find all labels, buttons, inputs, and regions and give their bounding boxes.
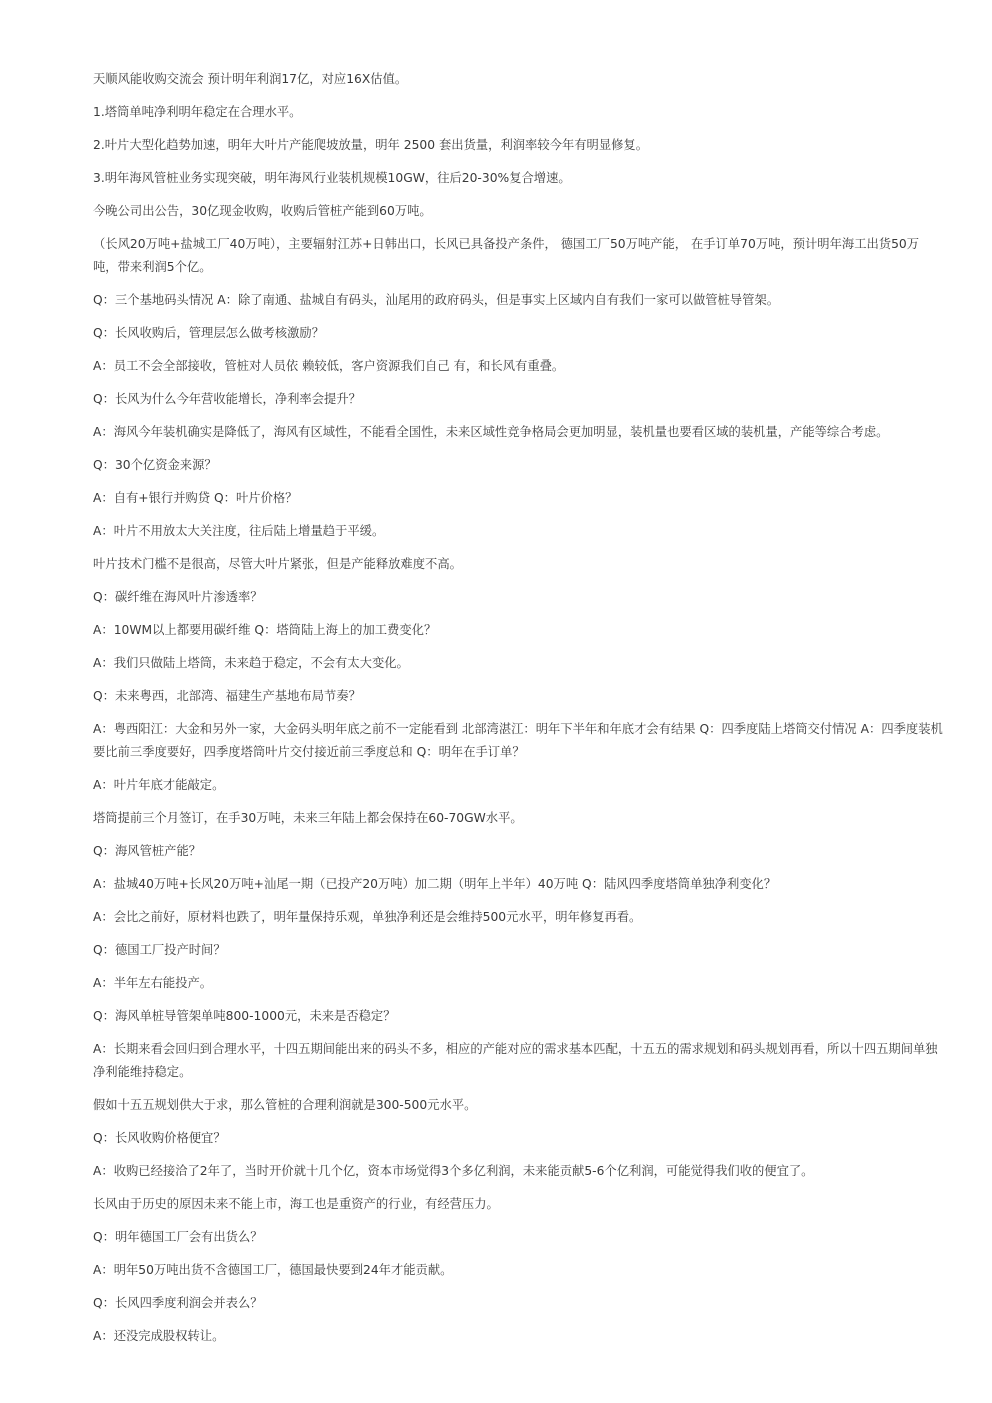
paragraph-qa: A：叶片不用放太大关注度，往后陆上增量趋于平缓。: [93, 524, 385, 538]
paragraph-qa: Q：长风收购价格便宜？: [93, 1131, 226, 1145]
paragraph-qa: Q：长风为什么今年营收能增长，净利率会提升？: [93, 392, 361, 406]
paragraph-qa: A：自有+银行并购贷 Q：叶片价格？: [93, 491, 298, 505]
paragraph-qa: Q：30个亿资金来源？: [93, 458, 217, 472]
paragraph-qa: Q：未来粤西，北部湾、福建生产基地布局节奏？: [93, 689, 361, 703]
paragraph-qa: 长风由于历史的原因未来不能上市，海工也是重资产的行业，有经营压力。: [93, 1197, 499, 1211]
paragraph-qa: Q：长风收购后，管理层怎么做考核激励？: [93, 326, 325, 340]
paragraph-qa: Q：三个基地码头情况 A：除了南通、盐城自有码头，汕尾用的政府码头，但是事实上区域内自有我们一家可以做管桩导管架。: [93, 293, 780, 307]
paragraph-qa: 塔筒提前三个月签订，在手30万吨，未来三年陆上都会保持在60-70GW水平。: [93, 811, 523, 825]
paragraph-qa: A：明年50万吨出货不含德国工厂，德国最快要到24年才能贡献。: [93, 1263, 453, 1277]
paragraph-qa: A：海风今年装机确实是降低了，海风有区域性，不能看全国性，未来区域性竞争格局会更加明显，装机量也要看区域的装机量，产能等综合考虑。: [93, 425, 889, 439]
paragraph-qa: Q：海风管桩产能？: [93, 844, 202, 858]
paragraph-qa: Q：德国工厂投产时间？: [93, 943, 226, 957]
paragraph-qa: A：半年左右能投产。: [93, 976, 213, 990]
paragraph-announcement: 今晚公司出公告，30亿现金收购，收购后管桩产能到60万吨。: [93, 204, 432, 218]
paragraph-qa: Q：海风单桩导管架单吨800-1000元，未来是否稳定？: [93, 1009, 396, 1023]
paragraph-point-3: 3.明年海风管桩业务实现突破，明年海风行业装机规模10GW，往后20-30%复合增速。: [93, 171, 571, 185]
paragraph-qa: Q：明年德国工厂会有出货么？: [93, 1230, 263, 1244]
paragraph-point-1: 1.塔筒单吨净利明年稳定在合理水平。: [93, 105, 302, 119]
paragraph-qa: A：会比之前好，原材料也跌了，明年量保持乐观，单独净利还是会维持500元水平，明年修复再看。: [93, 910, 642, 924]
paragraph-qa: 假如十五五规划供大于求，那么管桩的合理利润就是300-500元水平。: [93, 1098, 477, 1112]
paragraph-qa: 叶片技术门槛不是很高，尽管大叶片紧张，但是产能释放难度不高。: [93, 557, 462, 571]
paragraph-point-2: 2.叶片大型化趋势加速，明年大叶片产能爬坡放量，明年 2500 套出货量，利润率较今年有明显修复。: [93, 138, 649, 152]
paragraph-qa: A：还没完成股权转让。: [93, 1329, 225, 1343]
document-body: [93, 68, 943, 1358]
paragraph-qa: A：长期来看会回归到合理水平，十四五期间能出来的码头不多，相应的产能对应的需求基本匹配，十五五的需求规划和码头规划再看，所以十四五期间单独净利能维持稳定。: [93, 1042, 938, 1079]
paragraph-qa: A：收购已经接洽了2年了，当时开价就十几个亿，资本市场觉得3个多亿利润，未来能贡献5-6个亿利润，可能觉得我们收的便宜了。: [93, 1164, 814, 1178]
paragraph-qa: A：员工不会全部接收，管桩对人员依 赖较低，客户资源我们自己 有，和长风有重叠。: [93, 359, 565, 373]
paragraph-title: 天顺风能收购交流会 预计明年利润17亿，对应16X估值。: [93, 72, 408, 86]
paragraph-qa: Q：碳纤维在海风叶片渗透率？: [93, 590, 263, 604]
paragraph-qa: A：粤西阳江：大金和另外一家，大金码头明年底之前不一定能看到 北部湾湛江：明年下半年和年底才会有结果 Q：四季度陆上塔筒交付情况 A：四季度装机要比前三季度要好，四季度塔筒叶片交付接近前三季度总和 Q：明年在手订单？: [93, 722, 943, 759]
paragraph-qa: A：我们只做陆上塔筒，未来趋于稳定，不会有太大变化。: [93, 656, 409, 670]
paragraph-capacity-detail: （长风20万吨+盐城工厂40万吨），主要辐射江苏+日韩出口，长风已具备投产条件， 德国工厂50万吨产能， 在手订单70万吨，预计明年海工出货50万吨，带来利润5个亿。: [93, 237, 920, 274]
paragraph-qa: A：10WM以上都要用碳纤维 Q：塔筒陆上海上的加工费变化？: [93, 623, 437, 637]
paragraph-qa: Q：长风四季度利润会并表么？: [93, 1296, 263, 1310]
paragraph-qa: A：叶片年底才能敲定。: [93, 778, 225, 792]
paragraph-qa: A：盐城40万吨+长风20万吨+汕尾一期（已投产20万吨）加二期（明年上半年）40万吨 Q：陆风四季度塔筒单独净利变化？: [93, 877, 777, 891]
